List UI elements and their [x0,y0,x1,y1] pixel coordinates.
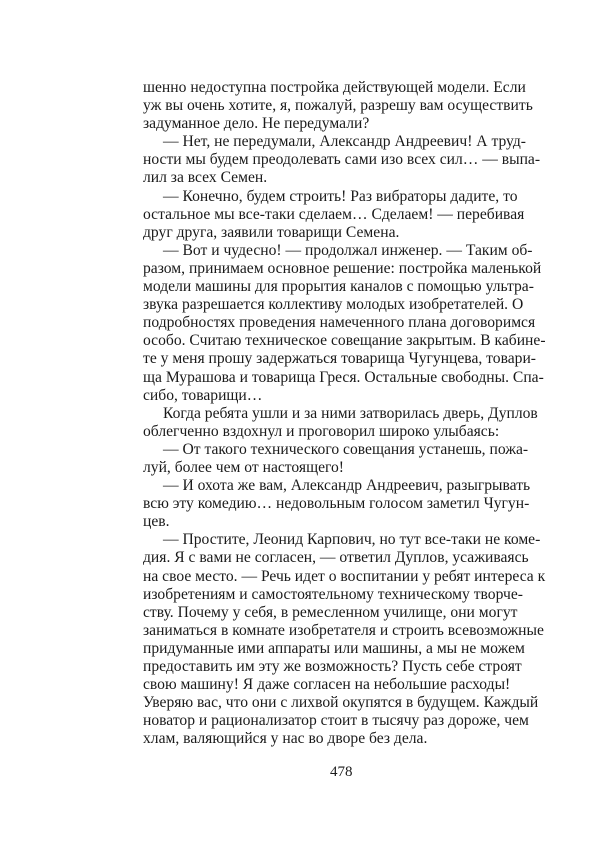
text-line: Уверяю вас, что они с лихвой окупятся в будущем. Каждый [143,694,539,712]
text-line: разом, принимаем основное решение: постройка маленькой [143,259,542,277]
text-line: хлам, валяющийся у нас во дворе без дела. [143,730,428,748]
text-line: на свое место. — Речь идет о воспитании у ребят интереса к [143,567,546,585]
text-line: лил за всех Семен. [143,169,268,187]
text-line: новатор и рационализатор стоит в тысячу раз дороже, чем [143,712,529,730]
text-line: — Нет, не передумали, Александр Андреевич! А труд- [163,133,527,151]
body-text [143,79,546,748]
text-line: — И охота же вам, Александр Андреевич, разыгрывать [163,477,531,495]
text-line: свою машину! Я даже согласен на небольшие расходы! [143,676,511,694]
text-line: луй, более чем от настоящего! [143,458,344,476]
text-line: заниматься в комнате изобретателя и строить всевозможные [143,621,544,639]
text-line: — Конечно, будем строить! Раз вибраторы дадите, то [163,187,518,205]
text-line: остальное мы все-таки сделаем… Сделаем! — перебивая [143,205,525,223]
text-line: сибо, товарищи… [143,386,263,404]
text-line: предоставить им эту же возможность? Пусть себе строят [143,658,522,675]
text-line: — Вот и чудесно! — продолжал инженер. — Таким об- [163,241,533,259]
text-line: — Простите, Леонид Карпович, но тут все-таки не коме- [163,531,541,549]
text-line: задуманное дело. Не передумали? [143,115,370,133]
text-line: придуманные ими аппараты или машины, а мы не можем [143,639,525,657]
text-line: подробностях проведения намеченного плана договоримся [143,314,536,332]
text-line: те у меня прошу задержаться товарища Чугунцева, товари- [143,350,537,368]
text-line: Когда ребята ушли и за ними затворилась дверь, Дуплов [163,404,538,422]
text-line: всю эту комедию… недовольным голосом заметил Чугун- [143,495,530,513]
text-line: ству. Почему у себя, в ремесленном училище, они могут [143,603,518,621]
text-line: ща Мурашова и товарища Греся. Остальные свободны. Спа- [143,368,544,386]
text-line: уж вы очень хотите, я, пожалуй, разрешу вам осуществить [143,97,533,115]
text-line: — От такого технического совещания устанешь, пожа- [163,440,529,458]
text-line: цев. [143,513,170,531]
text-line: друг друга, заявили товарищи Семена. [143,223,400,241]
text-line: облегченно вздохнул и проговорил широко улыбаясь: [143,422,500,440]
text-line: изобретениям и самостоятельному техническому творче- [143,585,523,603]
text-line: шенно недоступна постройка действующей модели. Если [143,79,526,96]
text-line: звука разрешается коллективу молодых изобретателей. О [143,296,524,314]
text-line: ности мы будем преодолевать сами изо всех сил… — выпа- [143,151,541,169]
text-line: модели машины для прорытия каналов с помощью ультра- [143,278,534,296]
text-line: дия. Я с вами не согласен, — ответил Дуплов, усаживаясь [143,549,529,567]
page-number: 478 [330,764,353,780]
text-line: особо. Считаю техническое совещание закрытым. В кабине- [143,332,546,350]
